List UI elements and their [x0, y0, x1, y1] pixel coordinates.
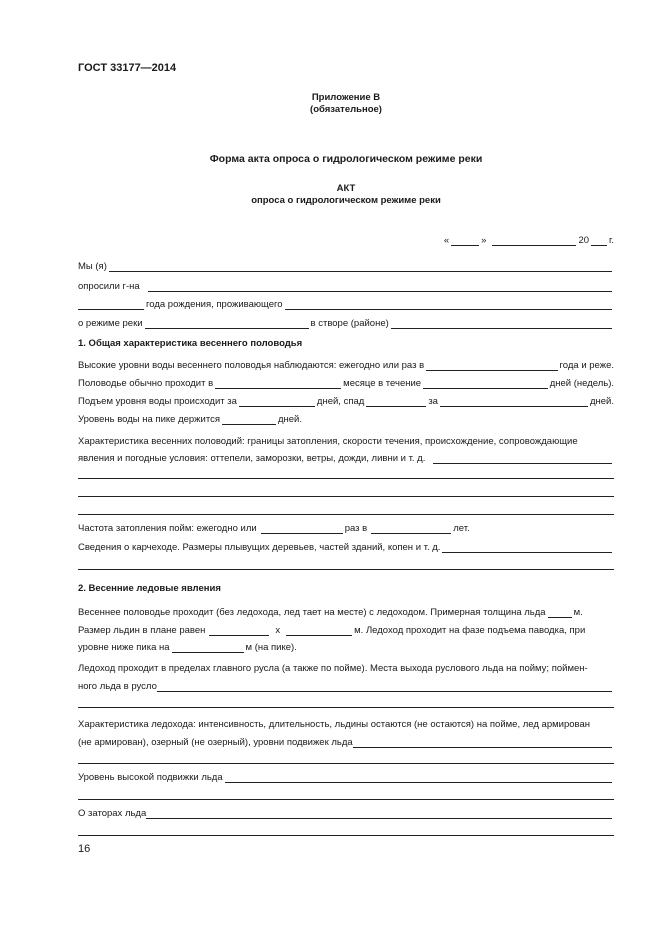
s1-high-levels [78, 358, 614, 371]
month-blank[interactable] [492, 236, 576, 246]
flood-month-label: месяце в течение [343, 378, 422, 389]
floe-m-label: м. Ледоход проходит на фазе подъема паводка, при [354, 625, 586, 636]
intro-asked [78, 279, 614, 292]
blank-line[interactable] [78, 478, 614, 479]
blank-line[interactable] [78, 496, 614, 497]
fall-blank[interactable] [366, 397, 426, 407]
jams-label: О заторах льда [78, 808, 147, 819]
high-shift-label: Уровень высокой подвижки льда [78, 772, 223, 783]
year-suffix: г. [609, 235, 614, 246]
char-line-2: явления и погодные условия: оттепели, заморозки, ветры, дожди, ливни и т. д. [78, 453, 426, 464]
below-peak-blank[interactable] [172, 643, 244, 653]
s2-char-1 [78, 717, 614, 730]
s2-jams [78, 806, 614, 819]
floe-size-label: Размер льдин в плане равен [78, 625, 206, 636]
s2-floe-size [78, 623, 614, 636]
ice-char-blank[interactable] [353, 738, 612, 748]
fall-days-label: дней. [589, 396, 614, 407]
s1-char-1 [78, 434, 614, 447]
floodplain-blank[interactable] [261, 524, 343, 534]
intro-birth [78, 297, 614, 310]
ice-drift-blank[interactable] [157, 682, 612, 692]
river-blank[interactable] [145, 319, 309, 329]
asked-label: опросили г-на [78, 281, 140, 292]
person-blank[interactable] [148, 282, 612, 292]
fall-duration-blank[interactable] [440, 397, 588, 407]
section1-title: 1. Общая характеристика весеннего половодья [78, 338, 303, 349]
s2-flood-ice [78, 605, 614, 618]
day-blank[interactable] [451, 236, 479, 246]
s1-flood-passes [78, 376, 614, 389]
date-line [78, 233, 614, 246]
act-title: АКТ [336, 183, 356, 194]
s2-ice-drift-1 [78, 661, 614, 674]
s1-karch [78, 540, 614, 553]
peak-days-label: дней. [277, 414, 303, 425]
act-subtitle: опроса о гидрологическом режиме реки [251, 195, 441, 206]
ice-drift-line-1: Ледоход проходит в пределах главного русла (а также по пойме). Места выхода руслового льда на пойму; поймен- [78, 663, 588, 674]
floodplain-times-label: раз в [344, 523, 368, 534]
peak-blank[interactable] [222, 415, 276, 425]
year-blank[interactable] [591, 236, 607, 246]
quote-close: » [481, 235, 487, 246]
blank-line[interactable] [78, 835, 614, 836]
flood-month-blank[interactable] [215, 379, 341, 389]
flood-ice-label: Весеннее половодье проходит (без ледохода, лед тает на месте) с ледоходом. Примерная толщина льда [78, 607, 546, 618]
floodplain-years-blank[interactable] [371, 524, 451, 534]
ice-char-line-1: Характеристика ледохода: интенсивность, длительность, льдины остаются (не остаются) на пойме, лед армирован [78, 719, 590, 730]
we-label: Мы (я) [78, 261, 107, 272]
standard-code: ГОСТ 33177—2014 [78, 62, 177, 74]
high-levels-end: года и реже. [559, 360, 614, 371]
blank-line[interactable] [78, 707, 614, 708]
blank-line[interactable] [78, 569, 614, 570]
ice-drift-line-2: ного льда в русло [78, 681, 157, 692]
appendix-subtitle: (обязательное) [310, 104, 382, 115]
karch-label: Сведения о карчеходе. Размеры плывущих деревьев, частей зданий, копен и т. д. [78, 542, 441, 553]
high-levels-label: Высокие уровни воды весеннего половодья наблюдаются: ежегодно или раз в [78, 360, 425, 371]
birth-label: года рождения, проживающего [146, 299, 283, 310]
floe-length-blank[interactable] [209, 626, 269, 636]
high-levels-blank[interactable] [426, 361, 557, 371]
flood-ice-end: м. [573, 607, 583, 618]
floodplain-label: Частота затопления пойм: ежегодно или [78, 523, 257, 534]
quote-open: « [443, 235, 450, 246]
s2-below-peak [78, 640, 614, 653]
karch-blank[interactable] [442, 543, 612, 553]
s2-ice-drift-2 [78, 679, 614, 692]
jams-blank[interactable] [146, 809, 612, 819]
site-label: в створе (районе) [310, 318, 389, 329]
flood-days-label: дней (недель). [549, 378, 614, 389]
regime-label: о режиме реки [78, 318, 143, 329]
section2-title: 2. Весенние ледовые явления [78, 583, 221, 594]
rise-label: Подъем уровня воды происходит за [78, 396, 237, 407]
s1-floodplain [78, 521, 614, 534]
floodplain-years-label: лет. [453, 523, 470, 534]
rise-blank[interactable] [239, 397, 315, 407]
ice-thickness-blank[interactable] [548, 608, 572, 618]
below-peak-label: уровне ниже пика на [78, 642, 170, 653]
s1-rise [78, 394, 614, 407]
high-shift-blank[interactable] [225, 773, 612, 783]
page-number: 16 [78, 843, 91, 855]
s1-char-2 [78, 451, 614, 464]
intro-regime [78, 316, 614, 329]
floe-width-blank[interactable] [286, 626, 352, 636]
birth-year-blank[interactable] [78, 300, 144, 310]
year-prefix: 20 [578, 235, 590, 246]
form-title: Форма акта опроса о гидрологическом режиме реки [209, 153, 483, 165]
flood-duration-blank[interactable] [423, 379, 548, 389]
appendix-title: Приложение В [311, 92, 381, 103]
names-blank[interactable] [109, 262, 612, 272]
char-blank[interactable] [433, 454, 612, 464]
rise-days-label: дней, спад [316, 396, 365, 407]
blank-line[interactable] [78, 763, 614, 764]
s1-peak [78, 412, 614, 425]
ice-char-line-2: (не армирован), озерный (не озерный), уровни подвижек льда [78, 737, 353, 748]
s2-char-2 [78, 735, 614, 748]
s2-high-shift [78, 770, 614, 783]
char-line-1: Характеристика весенних половодий: границы затопления, скорости течения, происхождение, сопровождающие [78, 436, 578, 447]
blank-line[interactable] [78, 799, 614, 800]
flood-passes-label: Половодье обычно проходит в [78, 378, 214, 389]
peak-label: Уровень воды на пике держится [78, 414, 220, 425]
below-peak-end: м (на пике). [245, 642, 297, 653]
site-blank[interactable] [391, 319, 612, 329]
address-blank[interactable] [285, 300, 612, 310]
blank-line[interactable] [78, 514, 614, 515]
fall-in-label: за [428, 396, 438, 407]
intro-we [78, 259, 614, 272]
floe-x-label: х [275, 625, 281, 636]
